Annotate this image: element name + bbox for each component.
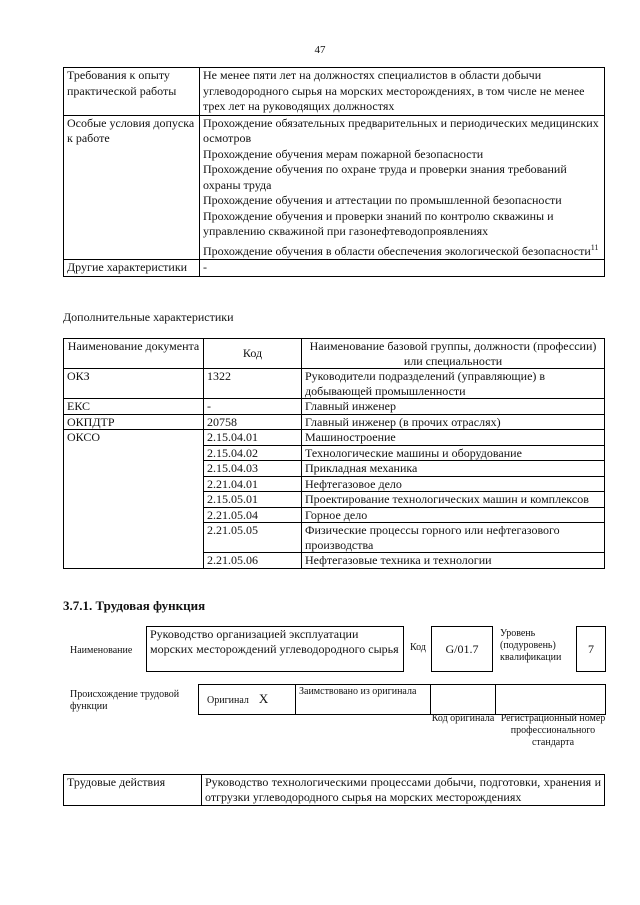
cell-document: ОКСО	[64, 430, 204, 569]
additional-characteristics-caption: Дополнительные характеристики	[63, 310, 234, 324]
column-header-name: Наименование базовой группы, должности (профессии) или специальности	[302, 339, 605, 369]
original-label: Оригинал	[207, 694, 249, 706]
function-name-label: Наименование	[70, 645, 133, 656]
table-row	[64, 775, 605, 806]
labor-function-heading: 3.7.1. Трудовая функция	[63, 598, 206, 613]
cell-name: Физические процессы горного или нефтегазового производства	[302, 523, 605, 553]
cell-name: Главный инженер (в прочих отраслях)	[302, 414, 605, 430]
requirement-label: Особые условия допуска к работе	[64, 115, 200, 260]
requirement-line: Не менее пяти лет на должностях специалистов в области добычи углеводородного сырья на морских месторождениях, в том числе не менее трех лет на руководящих должностях	[203, 68, 585, 113]
function-code-value: G/01.7	[431, 626, 493, 672]
requirement-line: Прохождение обучения по охране труда и проверки знания требований охраны труда	[203, 162, 567, 192]
requirement-value	[200, 68, 605, 116]
borrowed-label: Заимствовано из оригинала	[296, 685, 431, 715]
qualification-level-value: 7	[576, 626, 606, 672]
table-row	[64, 68, 605, 116]
table-header-row	[64, 339, 605, 369]
requirement-label: Другие характеристики	[64, 260, 200, 277]
cell-name: Прикладная механика	[302, 461, 605, 477]
function-code-label: Код	[410, 642, 426, 653]
cell-name: Машиностроение	[302, 430, 605, 446]
cell-name: Нефтегазовое дело	[302, 476, 605, 492]
cell-code: 2.15.04.02	[204, 445, 302, 461]
cell-code: 2.15.05.01	[204, 492, 302, 508]
cell-name: Горное дело	[302, 507, 605, 523]
cell-name: Проектирование технологических машин и комплексов	[302, 492, 605, 508]
footnote-marker: 11	[590, 242, 599, 252]
column-header-code: Код	[204, 339, 302, 369]
cell-document: ЕКС	[64, 399, 204, 415]
qualification-level-label: Уровень (подуровень) квалификации	[500, 628, 562, 663]
function-origin-table	[198, 684, 606, 715]
table-row	[64, 369, 605, 399]
table-row	[64, 430, 605, 446]
cell-code: 1322	[204, 369, 302, 399]
requirement-line-with-footnote	[203, 240, 601, 260]
requirement-line: -	[203, 260, 207, 274]
requirement-line: Прохождение обучения и проверки знаний по контролю скважины и управлению скважиной при газонефтеводопроявлениях	[203, 208, 554, 238]
table-row	[64, 115, 605, 260]
function-origin-label: Происхождение трудовой функции	[70, 689, 180, 712]
original-mark: X	[258, 690, 269, 706]
function-name-value: Руководство организацией эксплуатации морских месторождений углеводородного сырья	[146, 626, 404, 672]
cell-code: 20758	[204, 414, 302, 430]
cell-code: -	[204, 399, 302, 415]
requirement-label: Требования к опыту практической работы	[64, 68, 200, 116]
cell-code: 2.21.05.04	[204, 507, 302, 523]
requirement-value	[200, 260, 605, 277]
labor-actions-table	[63, 774, 605, 806]
additional-characteristics-table	[63, 338, 605, 569]
column-header-document: Наименование документа	[64, 339, 204, 369]
requirement-line: Прохождение обучения мерам пожарной безопасности	[203, 146, 484, 161]
registration-number-cell	[496, 685, 606, 715]
cell-code: 2.15.04.03	[204, 461, 302, 477]
requirements-table	[63, 67, 605, 277]
requirement-line: Прохождение обучения и аттестации по промышленной безопасности	[203, 193, 562, 207]
original-code-caption: Код оригинала	[431, 713, 495, 724]
requirement-line: Прохождение обязательных предварительных и периодических медицинских осмотров	[203, 115, 599, 145]
labor-actions-value: Руководство технологическими процессами добычи, подготовки, хранения и отгрузки углеводородного сырья на морских месторождениях	[202, 775, 605, 806]
requirement-line: Прохождение обучения в области обеспечения экологической безопасности	[203, 243, 591, 258]
page-number: 47	[314, 44, 326, 56]
cell-code: 2.21.05.06	[204, 553, 302, 569]
cell-name: Руководители подразделений (управляющие) в добывающей промышленности	[302, 369, 605, 399]
table-row	[64, 399, 605, 415]
cell-name: Главный инженер	[302, 399, 605, 415]
requirement-value	[200, 115, 605, 260]
cell-document: ОКЗ	[64, 369, 204, 399]
labor-actions-label: Трудовые действия	[64, 775, 202, 806]
cell-code: 2.15.04.01	[204, 430, 302, 446]
original-cell	[199, 685, 296, 715]
cell-code: 2.21.05.05	[204, 523, 302, 553]
cell-document: ОКПДТР	[64, 414, 204, 430]
table-row	[64, 260, 605, 277]
original-code-cell	[431, 685, 496, 715]
table-row	[199, 685, 606, 715]
cell-name: Технологические машины и оборудование	[302, 445, 605, 461]
cell-name: Нефтегазовые техника и технологии	[302, 553, 605, 569]
registration-number-caption: Регистрационный номер профессионального стандарта	[500, 713, 606, 748]
table-row	[64, 414, 605, 430]
cell-code: 2.21.04.01	[204, 476, 302, 492]
